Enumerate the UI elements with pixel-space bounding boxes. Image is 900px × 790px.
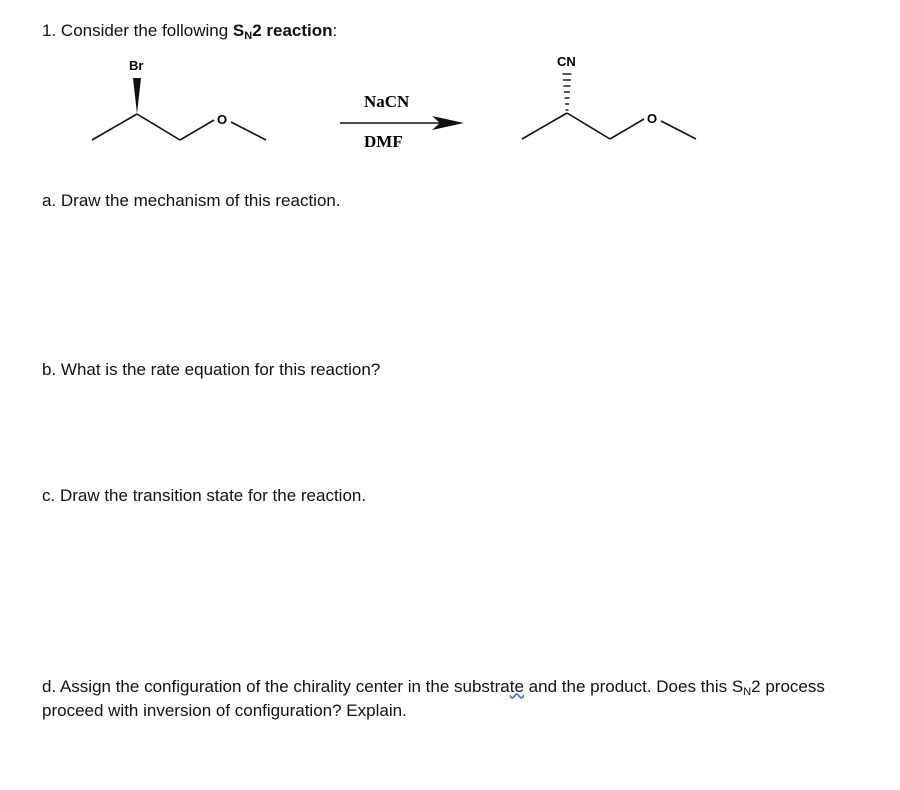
product-cn-label: CN xyxy=(557,54,576,69)
part-b-question: b. What is the rate equation for this reaction? xyxy=(42,360,381,379)
hashed-wedge-bond xyxy=(563,74,572,110)
substrate-br-label: Br xyxy=(129,58,144,73)
question-colon: : xyxy=(332,21,338,40)
question-number: 1. xyxy=(42,21,57,40)
reagent-top: NaCN xyxy=(364,92,410,111)
part-c-question: c. Draw the transition state for the reaction. xyxy=(42,486,367,505)
spellcheck-underline: te xyxy=(509,677,524,696)
product-structure xyxy=(522,113,696,139)
product-o-label: O xyxy=(647,111,658,126)
substrate-structure xyxy=(92,114,266,140)
substrate-o-label: O xyxy=(217,112,228,127)
reaction-type: SN2 reaction xyxy=(232,21,333,42)
part-a-question: a. Draw the mechanism of this reaction. xyxy=(42,191,341,210)
reagent-bottom: DMF xyxy=(364,132,403,151)
wedge-bond xyxy=(133,78,141,114)
question-prefix: Consider the following xyxy=(60,21,229,40)
reaction-scheme xyxy=(0,0,900,190)
part-d-question: d. Assign the configuration of the chirality center in the substrate and the product. Does this SN2 process proceed with inversion of configuration? Explain. xyxy=(42,677,825,720)
